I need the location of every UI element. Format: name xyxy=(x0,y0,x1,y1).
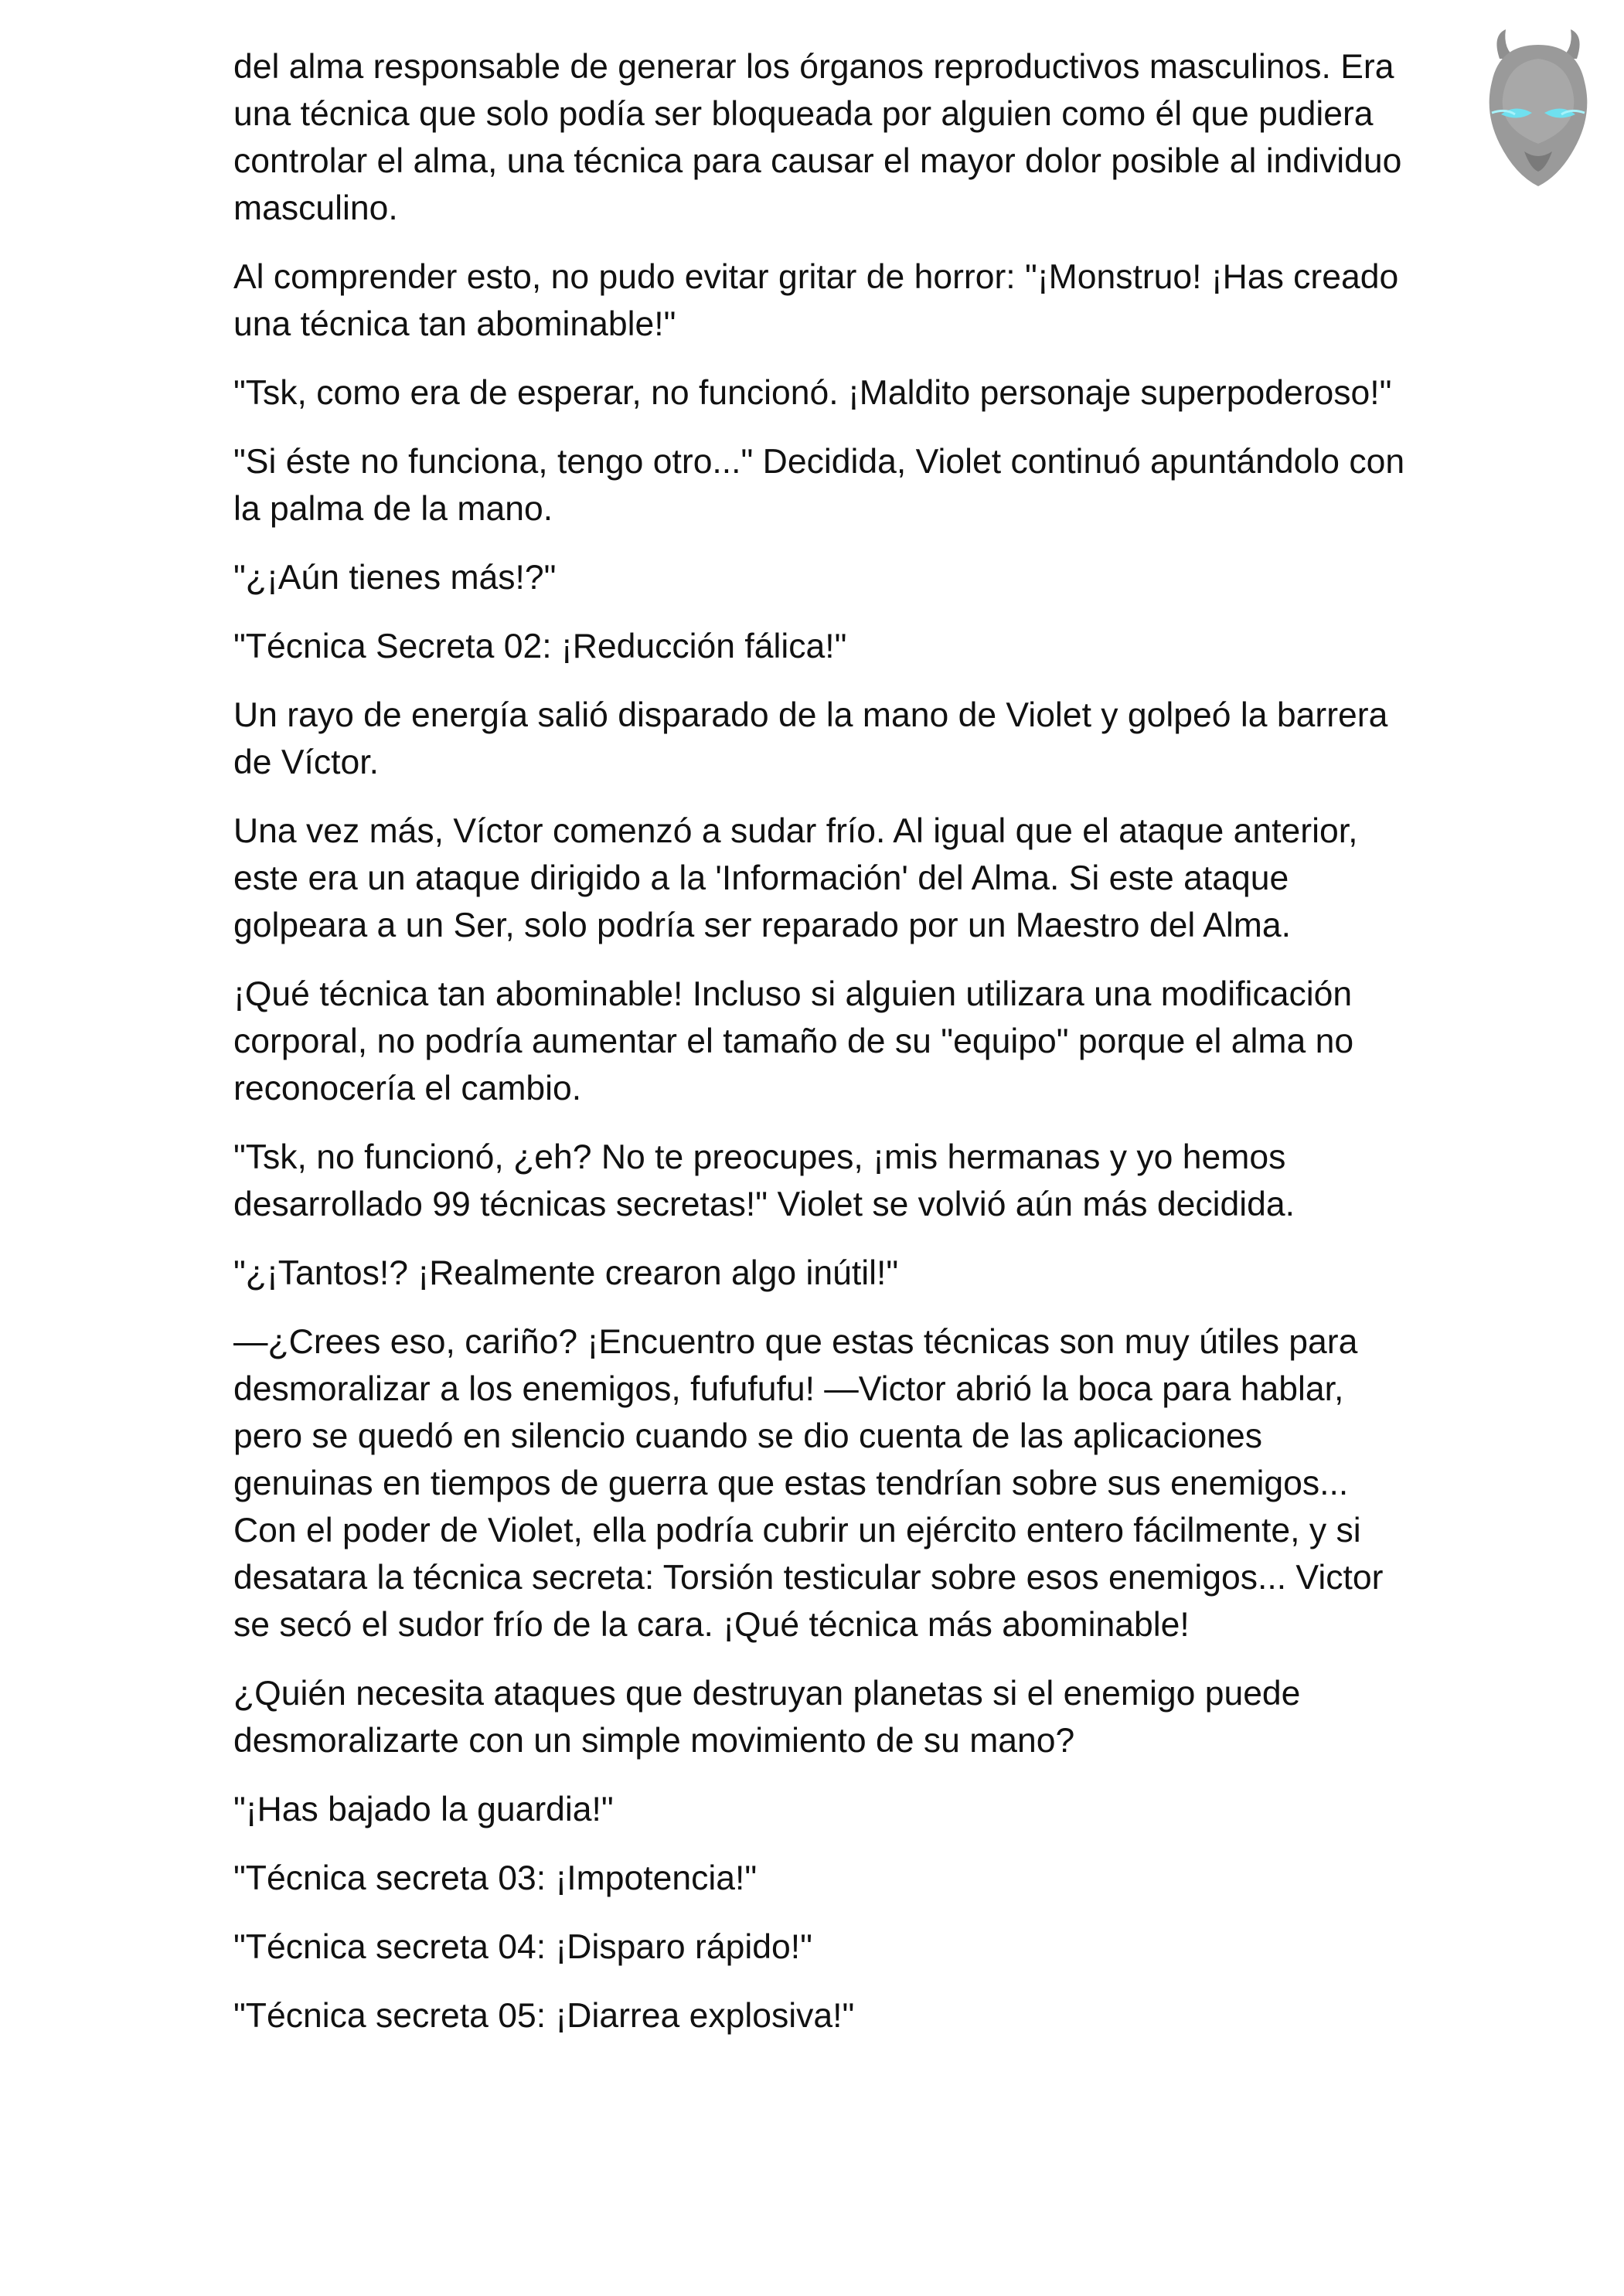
paragraph: "Técnica secreta 03: ¡Impotencia!" xyxy=(233,1859,758,1897)
paragraph: ¿Quién necesita ataques que destruyan planetas si el enemigo puede desmoralizarte con un simple movimiento de su mano? xyxy=(233,1675,1301,1760)
demon-head-logo-svg xyxy=(1469,28,1608,190)
paragraph: —¿Crees eso, cariño? ¡Encuentro que estas técnicas son muy útiles para desmoralizar a los enemigos, fufufufu! —Victor abrió la boca para hablar, pero se quedó en silencio cuando se dio cuenta de las aplicaciones genuinas en tiempos de guerra que estas tendrían sobre sus enemigos... Con el poder de Violet, ella podría cubrir un ejército entero fácilmente, y si desatara la técnica secreta: Torsión testicular sobre esos enemigos... Victor se secó el sudor frío de la cara. ¡Qué técnica más abominable! xyxy=(233,1323,1384,1644)
paragraph: "Tsk, como era de esperar, no funcionó. ¡Maldito personaje superpoderoso!" xyxy=(233,374,1392,412)
paragraph: "¿¡Tantos!? ¡Realmente crearon algo inútil!" xyxy=(233,1254,899,1292)
paragraph: "¿¡Aún tienes más!?" xyxy=(233,559,557,597)
paragraph: "Si éste no funciona, tengo otro..." Decidida, Violet continuó apuntándolo con la palma de la mano. xyxy=(233,443,1405,528)
paragraph: "Tsk, no funcionó, ¿eh? No te preocupes, ¡mis hermanas y yo hemos desarrollado 99 técnicas secretas!" Violet se volvió aún más decidida. xyxy=(233,1138,1295,1223)
document-body xyxy=(233,43,1408,2061)
paragraph: del alma responsable de generar los órganos reproductivos masculinos. Era una técnica que solo podía ser bloqueada por alguien como él que pudiera controlar el alma, una técnica para causar el mayor dolor posible al individuo masculino. xyxy=(233,48,1402,227)
paragraph: Al comprender esto, no pudo evitar gritar de horror: "¡Monstruo! ¡Has creado una técnica tan abominable!" xyxy=(233,258,1399,343)
paragraph: ¡Qué técnica tan abominable! Incluso si alguien utilizara una modificación corporal, no podría aumentar el tamaño de su "equipo" porque el alma no reconocería el cambio. xyxy=(233,975,1354,1107)
paragraph: "¡Has bajado la guardia!" xyxy=(233,1791,614,1828)
paragraph: "Técnica secreta 04: ¡Disparo rápido!" xyxy=(233,1928,812,1966)
paragraph: Una vez más, Víctor comenzó a sudar frío. Al igual que el ataque anterior, este era un ataque dirigido a la 'Información' del Alma. Si este ataque golpeara a un Ser, solo podría ser reparado por un Maestro del Alma. xyxy=(233,812,1358,944)
paragraph: "Técnica secreta 05: ¡Diarrea explosiva!" xyxy=(233,1997,855,2035)
paragraph: Un rayo de energía salió disparado de la mano de Violet y golpeó la barrera de Víctor. xyxy=(233,696,1388,781)
paragraph: "Técnica Secreta 02: ¡Reducción fálica!" xyxy=(233,628,847,665)
demon-head-logo-icon xyxy=(1469,28,1608,190)
